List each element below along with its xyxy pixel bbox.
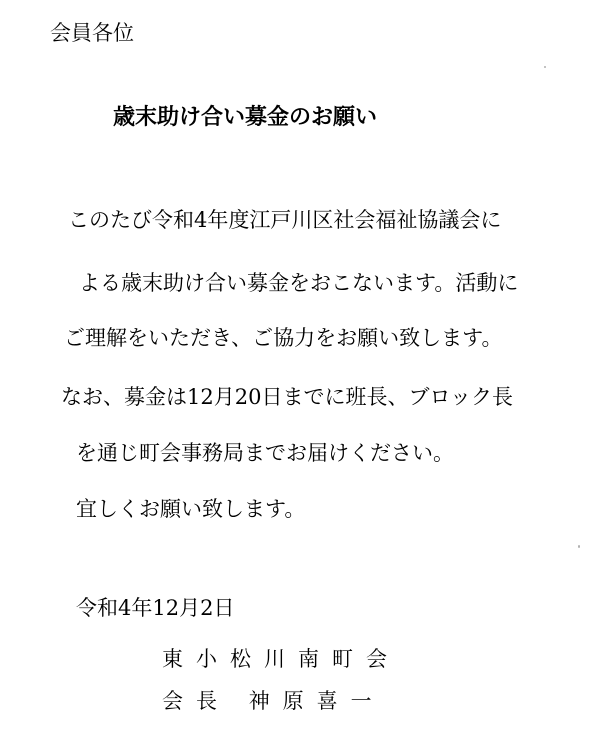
letter-title: 歳末助け合い募金のお願い <box>113 105 378 130</box>
body-line-6: 宜しくお願い致します。 <box>76 497 306 521</box>
body-line-3: ご理解をいただき、ご協力をお願い致します。 <box>64 326 503 350</box>
signer-name: 神原喜一 <box>248 689 385 713</box>
scan-speck <box>578 545 580 548</box>
body-line-1: このたび令和4年度江戸川区社会福祉協議会に <box>68 208 502 232</box>
scan-speck <box>544 66 546 68</box>
addressee: 会員各位 <box>50 21 134 45</box>
organization-name: 東小松川南町会 <box>162 647 400 671</box>
body-line-4: なお、募金は12月20日までに班長、ブロック長 <box>61 385 514 409</box>
signature-line <box>162 688 385 714</box>
body-line-5: を通じ町会事務局までお届けください。 <box>76 441 454 465</box>
letter-date: 令和4年12月2日 <box>76 596 235 620</box>
body-line-2: よる歳末助け合い募金をおこないます。活動に <box>79 271 519 295</box>
signer-role: 会長 <box>162 689 230 713</box>
